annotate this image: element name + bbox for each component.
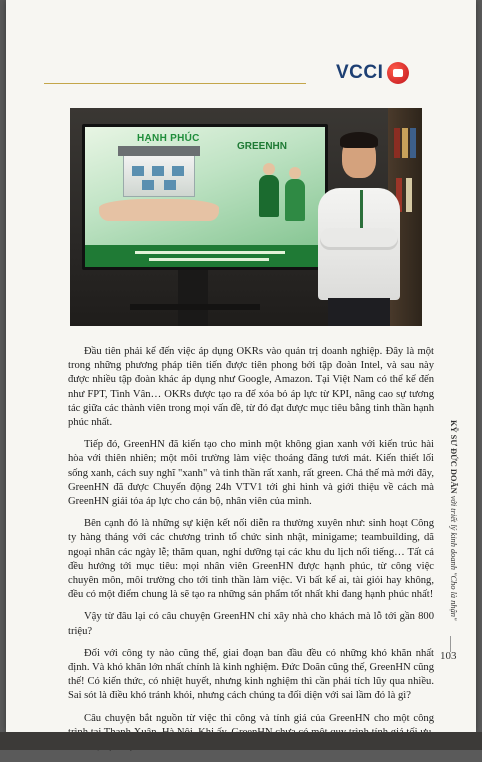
tv-title-right: GREENHN: [237, 141, 288, 152]
worker-head: [289, 167, 301, 179]
banner-text-line: [135, 251, 285, 254]
house-window: [164, 180, 176, 190]
paragraph: Đầu tiên phải kể đến việc áp dụng OKRs vào quản trị doanh nghiệp. Đây là một trong những phương pháp tiên tiến được tiên phong bởi tập đoàn Intel, và sau này được nhiều tập đoàn khác áp dụng như Google, Amazon. Tại Việt Nam có thể kể đến như FPT, Tinh Vân… OKRs được tạo ra để xóa bỏ áp lực từ KPI, nâng cao sự tương tác giữa các thành viên trong mọi vấn đề, từ đó đạt được mục tiêu bằng tinh thần hạnh phúc nhất.: [68, 346, 434, 429]
logo-text: VCCI: [336, 62, 384, 83]
tv-stand: [178, 270, 208, 326]
man-pants: [328, 298, 390, 326]
tv-screen: [85, 127, 325, 267]
tv-base: [130, 304, 260, 310]
book-spine: [394, 128, 400, 158]
article-photo: [70, 108, 422, 326]
book-spine: [410, 128, 416, 158]
hands-illustration: [99, 199, 219, 221]
paragraph: Vậy từ đâu lại có câu chuyện GreenHN chỉ xây nhà cho khách mà lỗ tới gần 800 triệu?: [68, 611, 434, 637]
book-spine: [402, 128, 408, 158]
header-rule: [44, 83, 306, 84]
book-page: [6, 0, 476, 732]
paragraph: Tiếp đó, GreenHN đã kiến tạo cho mình một không gian xanh với kiến trúc hài hòa với thiên nhiên; một môi trường làm việc thoáng đãng tươi mát. Kiến thiết lối sống xanh, cách suy nghĩ "xanh" và tinh thần rất xanh, rất green. Chả thế mà mới đây, GreenHN đã được Chuyển động 24h VTV1 tới ghi hình và giới thiệu về cách mà GreenHN giải tỏa áp lực cho cán bộ, nhân viên của mình.: [68, 439, 434, 508]
man-crossed-arms: [320, 228, 398, 250]
vcci-circle-logo-icon: [387, 62, 409, 84]
house-window: [152, 166, 164, 176]
man-hair: [340, 132, 378, 148]
worker-figure: [285, 179, 305, 221]
running-side-title: [446, 420, 458, 630]
paragraph: Câu chuyện bắt nguồn từ việc thi công và tính giá của GreenHN cho một công: [84, 712, 434, 724]
worker-figure: [259, 175, 279, 217]
tv-monitor: [82, 124, 328, 270]
lanyard: [360, 190, 363, 230]
house-illustration: [123, 155, 195, 197]
paragraph: Đối với công ty nào cũng thế, giai đoạn ban đầu đều có những khó khăn nhất định. Và khó khăn lớn nhất chính là kinh nghiệm. Đức Doãn cũng thế, GreenHN cũng thế! Có kiến thức, có nhiệt huyết, nhưng kinh nghiệm thì cần phải tích lũy qua nhiều. Sai sót là điều khó tránh khỏi, nhưng cách chúng ta đối diện với sai lầm đó là gì?: [68, 647, 434, 702]
book-spine: [406, 178, 412, 212]
page-number: 103: [440, 650, 457, 662]
side-title-italic: với triết lý kinh doanh "Cho là nhận": [449, 493, 458, 621]
banner-text-line: [149, 258, 269, 261]
side-title-bold: KỸ SƯ ĐỨC DOÃN: [449, 420, 458, 494]
paragraph: Bên cạnh đó là những sự kiện kết nối diễn ra thường xuyên như: sinh hoạt Công ty hàng tháng với các chương trình tổ chức sinh nhật, minigame; teambuilding, dã ngoại nhân các ngày lễ; thăm quan, nghỉ dưỡng tại các khu du lịch nổi tiếng… Tất cả đều hướng tới mục tiêu: mọi nhân viên GreenHN được hạnh phúc, từ công việc chuyên môn, môi trường cho tới tinh thần làm việc. Vì bất kể ai, tài giỏi hay không, đều có một điểm chung là sẽ tạo ra những sản phẩm tốt nhất khi đang hạnh phúc nhất!: [68, 518, 434, 601]
article-body: [68, 345, 434, 762]
vcci-logo: [336, 60, 409, 86]
tv-banner: [85, 245, 325, 267]
house-window: [132, 166, 144, 176]
worker-head: [263, 163, 275, 175]
background-strip: [0, 732, 482, 750]
house-window: [142, 180, 154, 190]
tv-title-left: HẠNH PHÚC: [137, 133, 200, 144]
house-window: [172, 166, 184, 176]
